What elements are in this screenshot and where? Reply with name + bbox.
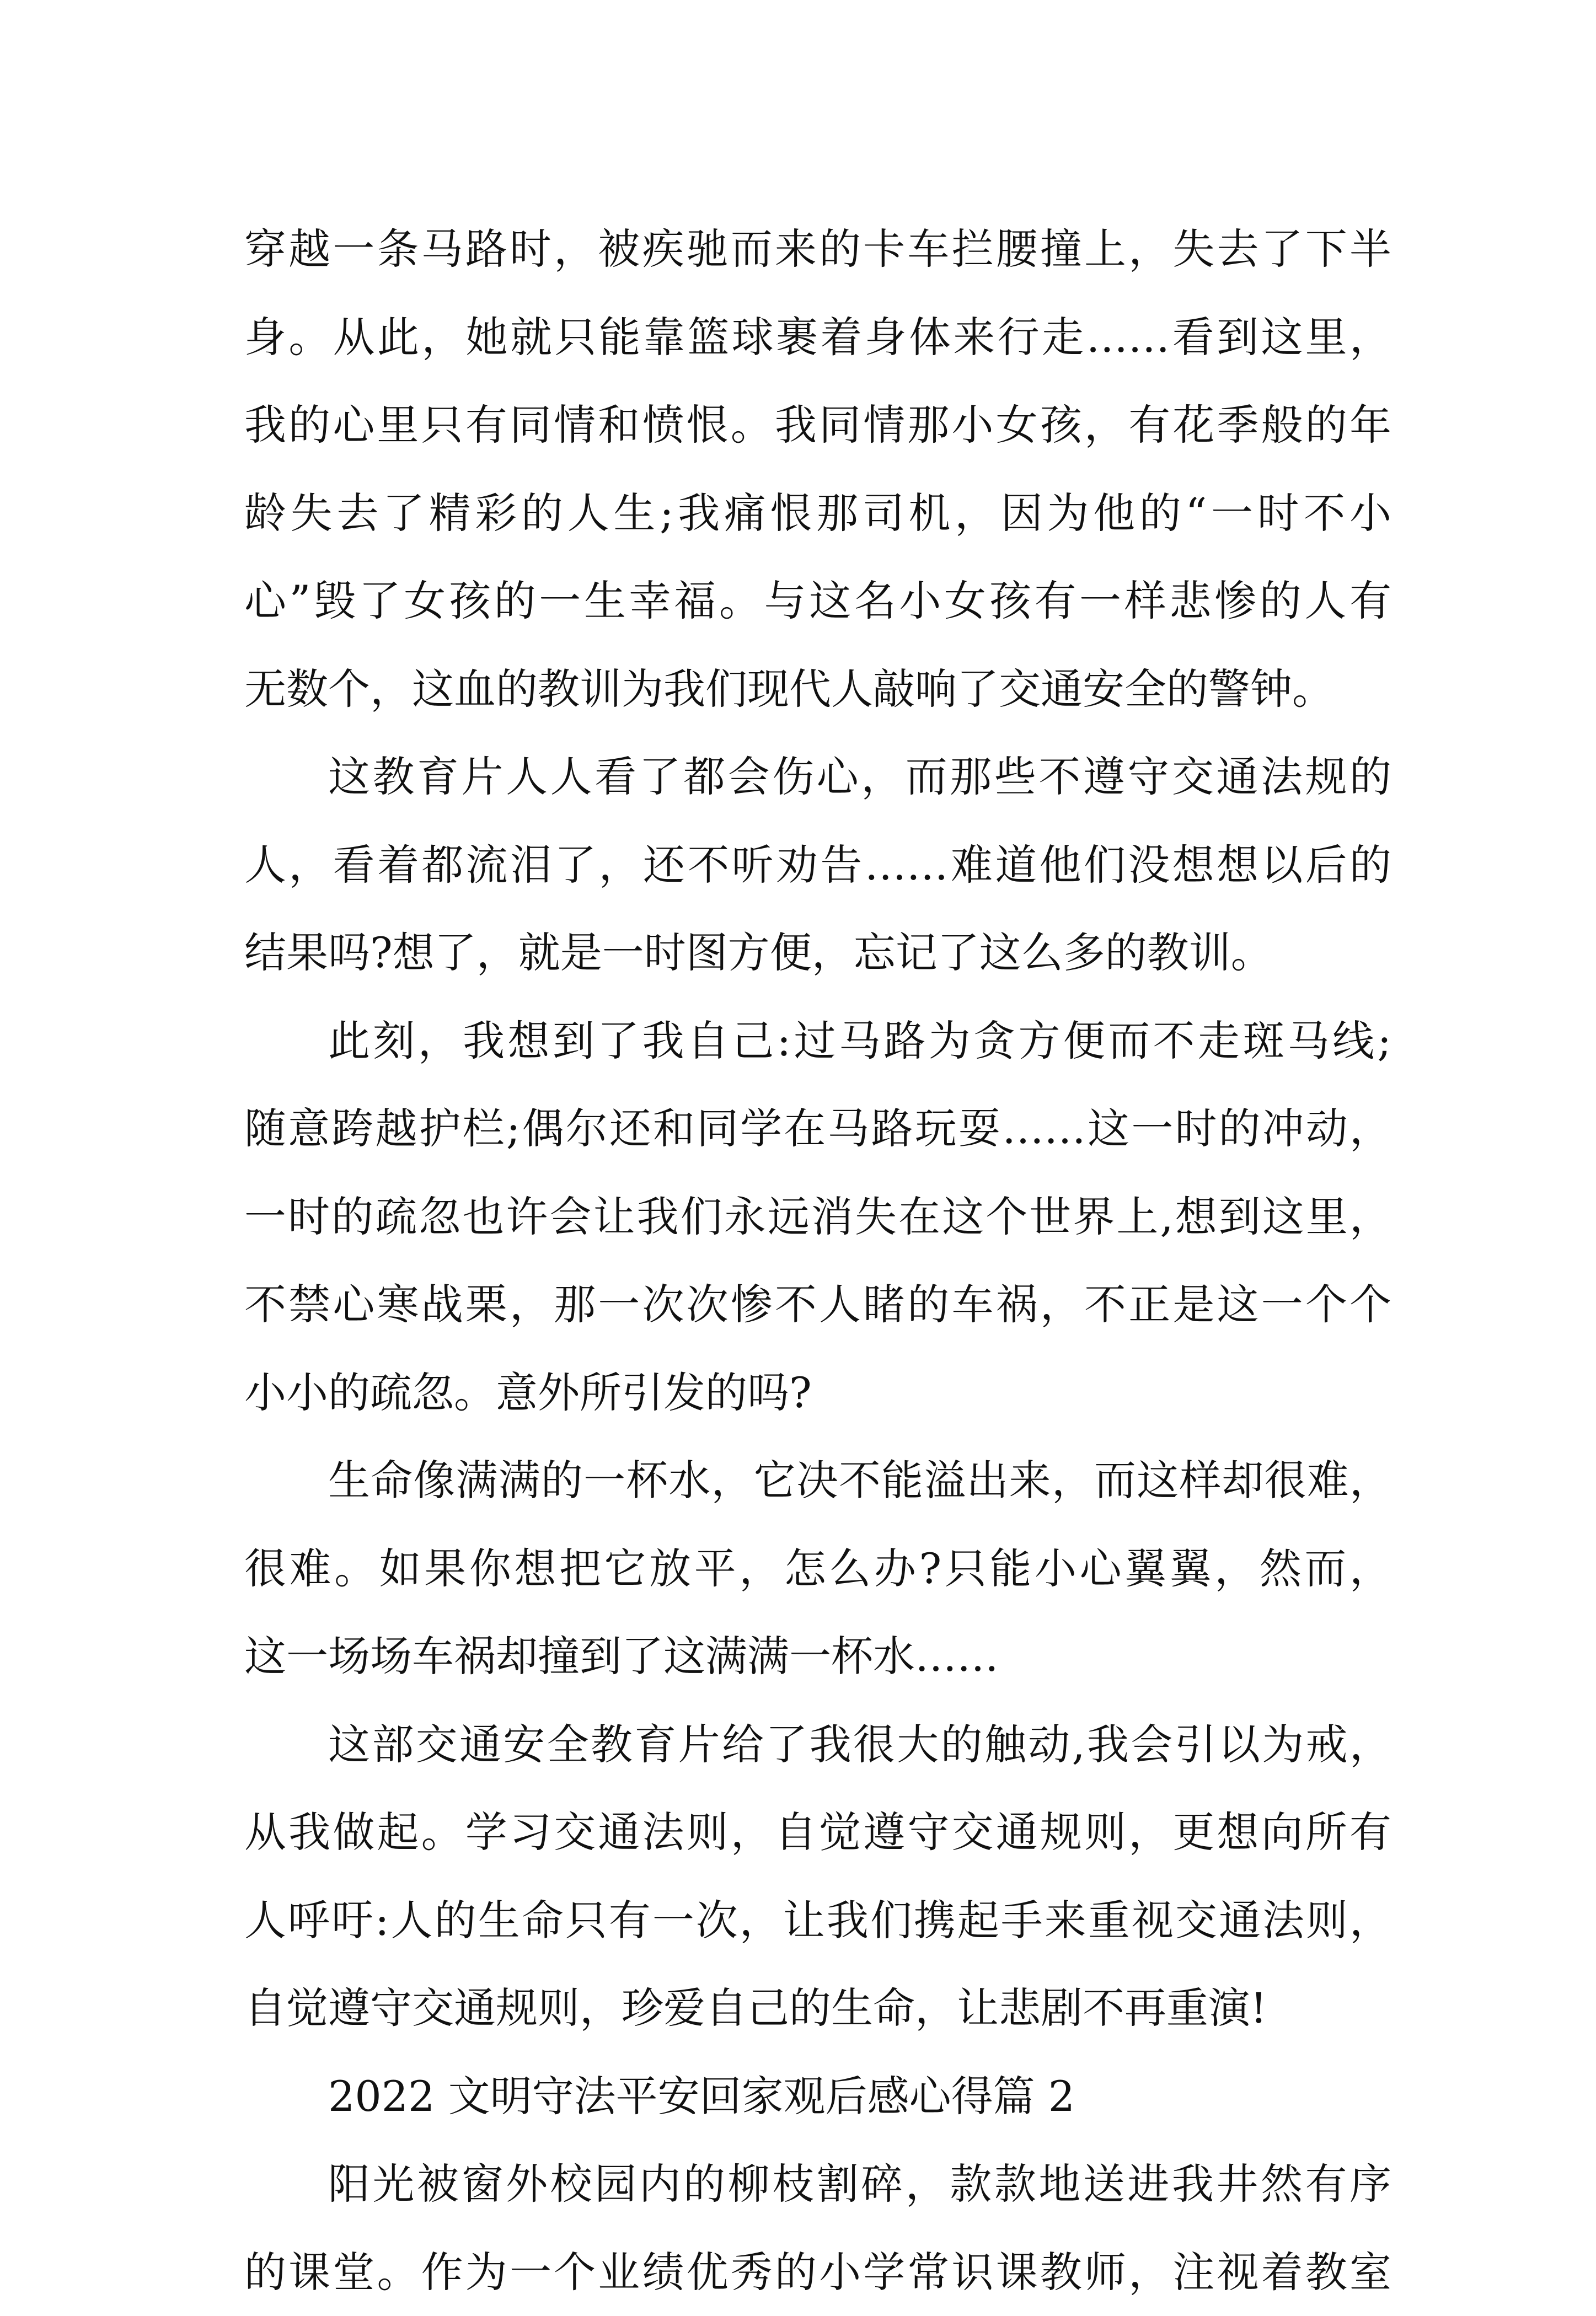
text-line: 龄失去了精彩的人生;我痛恨那司机，因为他的“一时不小 [244, 469, 1391, 557]
text-line: 我的心里只有同情和愤恨。我同情那小女孩，有花季般的年 [244, 381, 1391, 469]
text-line: 很难。如果你想把它放平，怎么办?只能小心翼翼，然而， [244, 1525, 1391, 1613]
text-line: 身。从此，她就只能靠篮球裹着身体来行走……看到这里， [244, 293, 1391, 382]
text-line: 这教育片人人看了都会伤心，而那些不遵守交通法规的 [244, 733, 1391, 821]
text-line: 自觉遵守交通规则，珍爱自己的生命，让悲剧不再重演! [244, 1964, 1391, 2052]
text-line: 随意跨越护栏;偶尔还和同学在马路玩耍……这一时的冲动， [244, 1085, 1391, 1173]
text-line: 生命像满满的一杯水，它决不能溢出来，而这样却很难， [244, 1436, 1391, 1525]
text-line: 一时的疏忽也许会让我们永远消失在这个世界上,想到这里， [244, 1173, 1391, 1261]
text-line: 穿越一条马路时，被疾驰而来的卡车拦腰撞上，失去了下半 [244, 205, 1391, 293]
document-body [244, 205, 1391, 2316]
text-line: 人，看着都流泪了，还不听劝告……难道他们没想想以后的 [244, 821, 1391, 909]
text-line: 从我做起。学习交通法则，自觉遵守交通规则，更想向所有 [244, 1788, 1391, 1877]
text-line: 小小的疏忽。意外所引发的吗? [244, 1349, 1391, 1437]
text-line: 心”毁了女孩的一生幸福。与这名小女孩有一样悲惨的人有 [244, 557, 1391, 645]
text-line: 这部交通安全教育片给了我很大的触动,我会引以为戒， [244, 1701, 1391, 1789]
text-line: 不禁心寒战栗，那一次次惨不人睹的车祸，不正是这一个个 [244, 1261, 1391, 1349]
text-line: 人呼吁:人的生命只有一次，让我们携起手来重视交通法则， [244, 1877, 1391, 1965]
text-line: 结果吗?想了，就是一时图方便，忘记了这么多的教训。 [244, 909, 1391, 997]
text-line: 此刻，我想到了我自己:过马路为贪方便而不走斑马线; [244, 997, 1391, 1085]
section-heading: 2022 文明守法平安回家观后感心得篇 2 [244, 2052, 1391, 2141]
text-line: 的课堂。作为一个业绩优秀的小学常识课教师，注视着教室 [244, 2228, 1391, 2316]
text-line: 这一场场车祸却撞到了这满满一杯水…… [244, 1612, 1391, 1701]
text-line: 无数个，这血的教训为我们现代人敲响了交通安全的警钟。 [244, 645, 1391, 733]
text-line: 阳光被窗外校园内的柳枝割碎，款款地送进我井然有序 [244, 2140, 1391, 2228]
